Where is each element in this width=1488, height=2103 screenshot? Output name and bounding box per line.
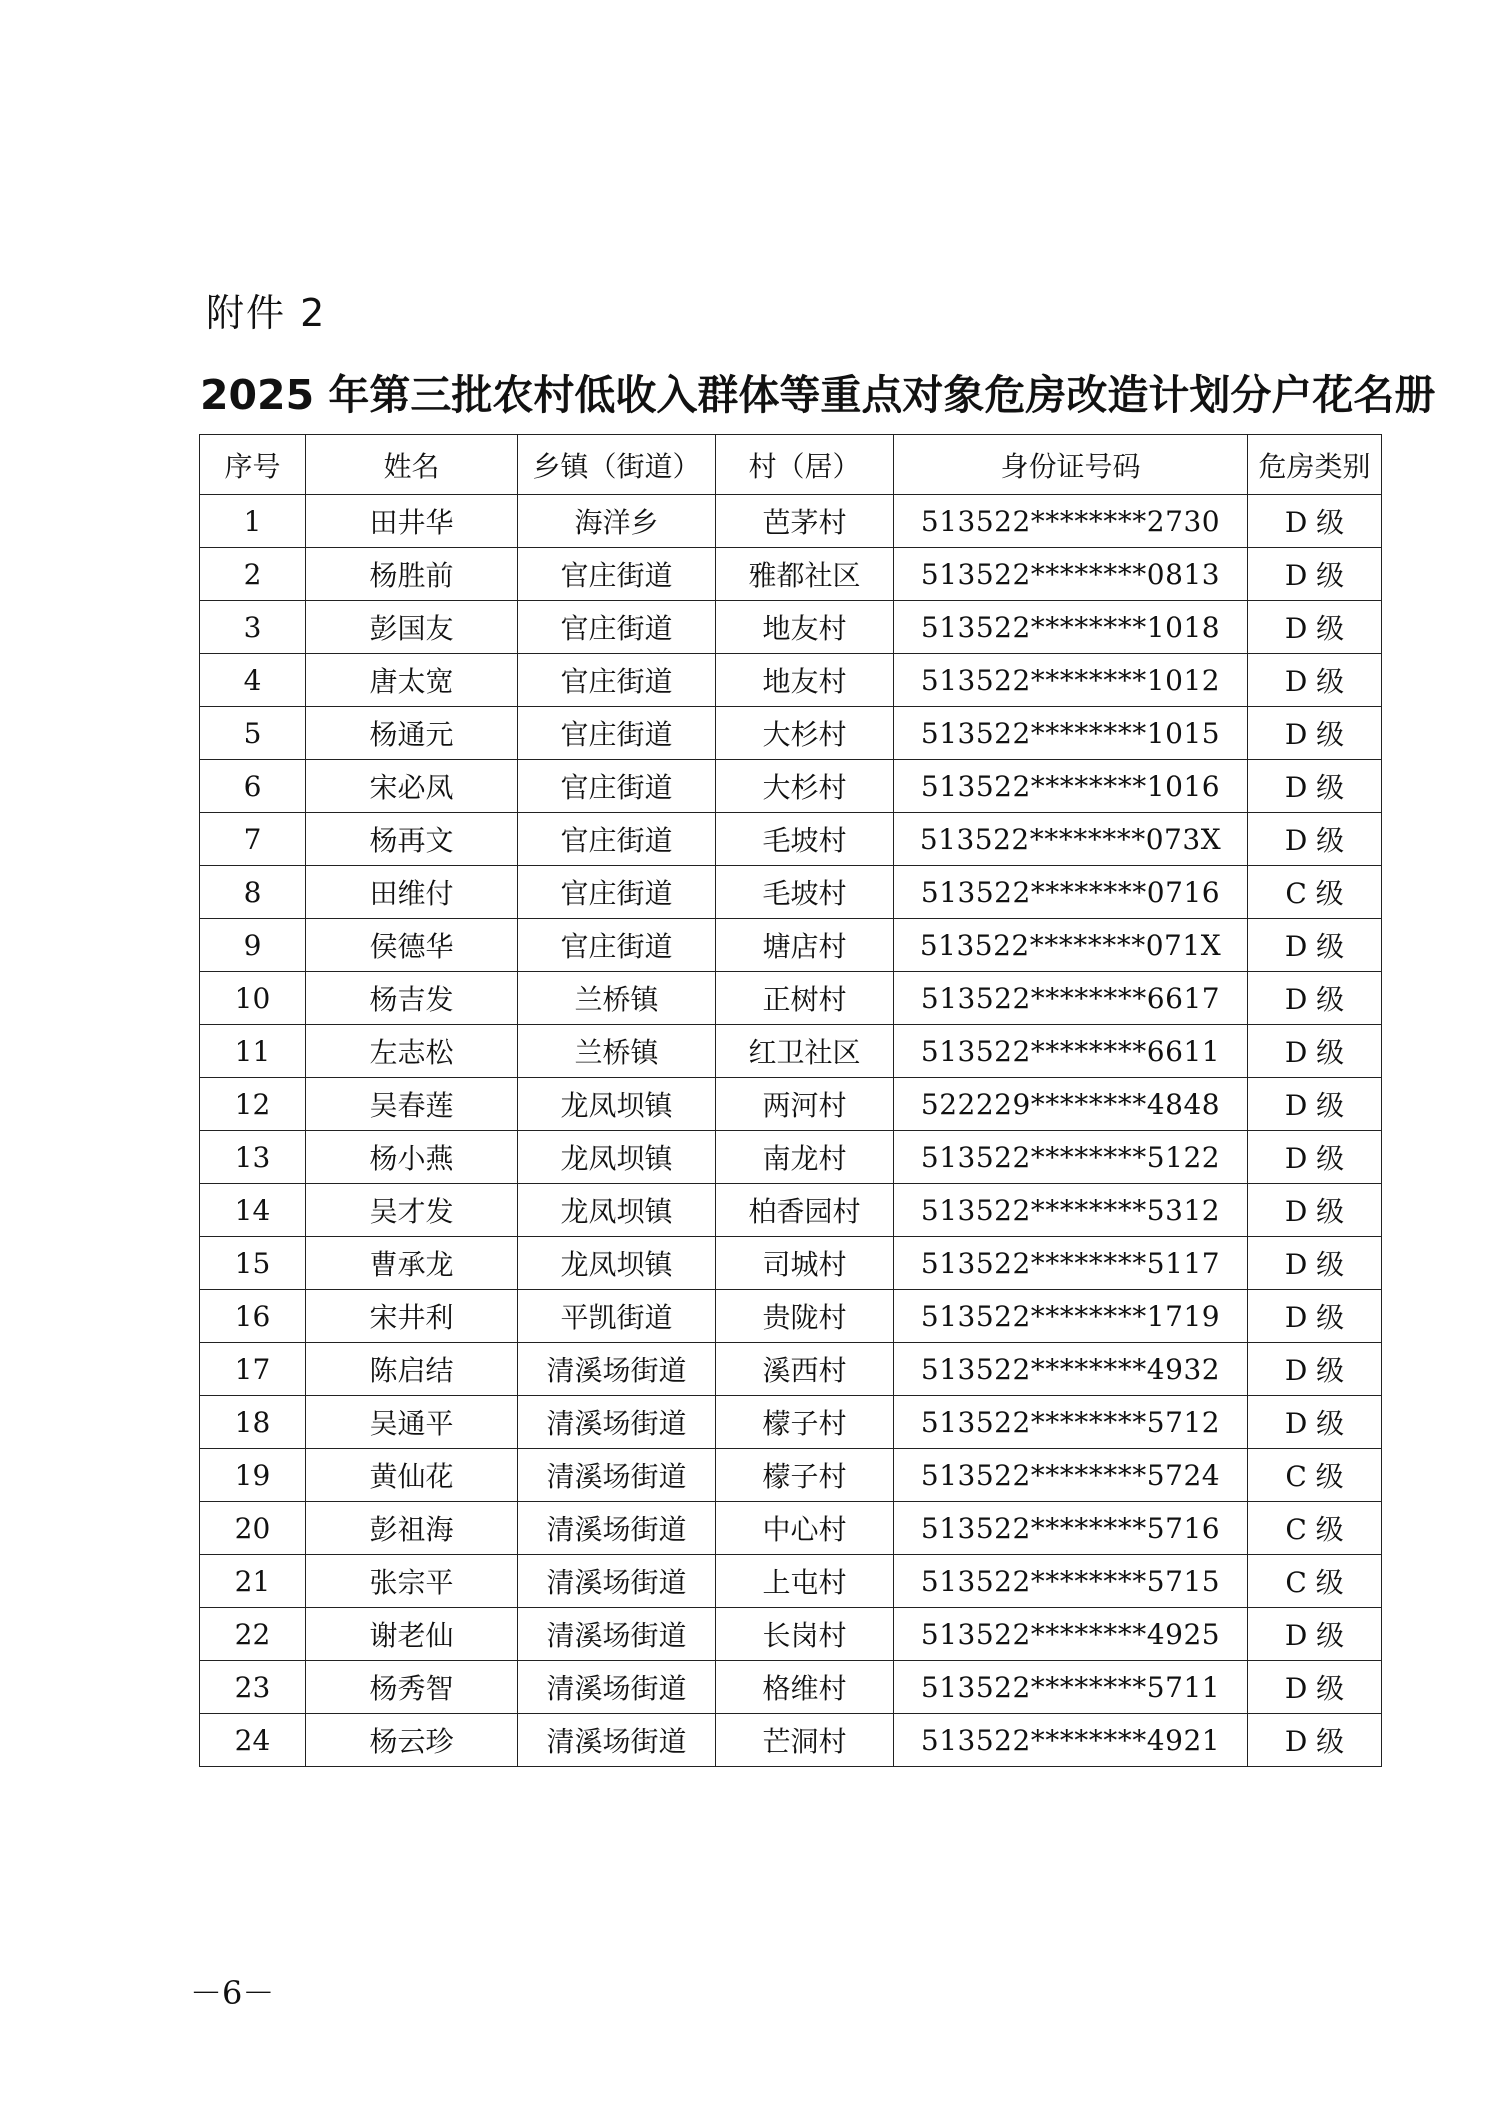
table-body (200, 495, 1382, 1767)
cell-id-number: 513522********5122 (894, 1131, 1248, 1184)
cell-index: 24 (200, 1714, 306, 1767)
cell-index: 9 (200, 919, 306, 972)
cell-township: 清溪场街道 (518, 1661, 716, 1714)
cell-id-number: 513522********4932 (894, 1343, 1248, 1396)
table-row (200, 1714, 1382, 1767)
table-row (200, 972, 1382, 1025)
cell-index: 11 (200, 1025, 306, 1078)
cell-village: 地友村 (716, 654, 894, 707)
cell-name: 吴春莲 (306, 1078, 518, 1131)
cell-village: 大杉村 (716, 760, 894, 813)
table-row (200, 601, 1382, 654)
cell-village: 正树村 (716, 972, 894, 1025)
cell-id-number: 522229********4848 (894, 1078, 1248, 1131)
cell-index: 23 (200, 1661, 306, 1714)
cell-township: 官庄街道 (518, 601, 716, 654)
cell-danger-class: D 级 (1248, 548, 1382, 601)
cell-village: 上屯村 (716, 1555, 894, 1608)
table-row (200, 707, 1382, 760)
cell-name: 杨胜前 (306, 548, 518, 601)
cell-village: 芭茅村 (716, 495, 894, 548)
cell-village: 格维村 (716, 1661, 894, 1714)
household-roster-table (199, 434, 1382, 1767)
cell-index: 17 (200, 1343, 306, 1396)
cell-danger-class: C 级 (1248, 1502, 1382, 1555)
cell-name: 侯德华 (306, 919, 518, 972)
cell-danger-class: D 级 (1248, 601, 1382, 654)
cell-township: 官庄街道 (518, 813, 716, 866)
cell-township: 清溪场街道 (518, 1396, 716, 1449)
cell-id-number: 513522********5724 (894, 1449, 1248, 1502)
cell-index: 15 (200, 1237, 306, 1290)
cell-township: 官庄街道 (518, 919, 716, 972)
cell-name: 张宗平 (306, 1555, 518, 1608)
cell-name: 谢老仙 (306, 1608, 518, 1661)
table-row (200, 548, 1382, 601)
cell-township: 清溪场街道 (518, 1714, 716, 1767)
cell-village: 长岗村 (716, 1608, 894, 1661)
cell-danger-class: D 级 (1248, 654, 1382, 707)
cell-danger-class: D 级 (1248, 1608, 1382, 1661)
cell-index: 6 (200, 760, 306, 813)
cell-id-number: 513522********4921 (894, 1714, 1248, 1767)
cell-village: 司城村 (716, 1237, 894, 1290)
cell-id-number: 513522********0716 (894, 866, 1248, 919)
cell-danger-class: D 级 (1248, 1078, 1382, 1131)
cell-danger-class: D 级 (1248, 495, 1382, 548)
header-id-number: 身份证号码 (894, 435, 1248, 495)
cell-village: 大杉村 (716, 707, 894, 760)
cell-township: 兰桥镇 (518, 1025, 716, 1078)
table-row (200, 495, 1382, 548)
header-village: 村（居） (716, 435, 894, 495)
table-row (200, 1661, 1382, 1714)
cell-township: 清溪场街道 (518, 1343, 716, 1396)
table-row (200, 1502, 1382, 1555)
cell-index: 7 (200, 813, 306, 866)
cell-danger-class: D 级 (1248, 1025, 1382, 1078)
document-title: 2025 年第三批农村低收入群体等重点对象危房改造计划分户花名册 (200, 371, 1436, 419)
cell-village: 毛坡村 (716, 866, 894, 919)
cell-village: 芒洞村 (716, 1714, 894, 1767)
table-row (200, 1343, 1382, 1396)
page-number: －6－ (190, 1974, 275, 2012)
cell-id-number: 513522********1012 (894, 654, 1248, 707)
cell-index: 18 (200, 1396, 306, 1449)
cell-index: 10 (200, 972, 306, 1025)
cell-township: 海洋乡 (518, 495, 716, 548)
cell-township: 平凯街道 (518, 1290, 716, 1343)
cell-index: 12 (200, 1078, 306, 1131)
cell-village: 地友村 (716, 601, 894, 654)
cell-index: 13 (200, 1131, 306, 1184)
table-row (200, 1025, 1382, 1078)
cell-village: 塘店村 (716, 919, 894, 972)
cell-village: 中心村 (716, 1502, 894, 1555)
cell-village: 两河村 (716, 1078, 894, 1131)
cell-danger-class: D 级 (1248, 813, 1382, 866)
cell-name: 杨吉发 (306, 972, 518, 1025)
cell-index: 1 (200, 495, 306, 548)
header-index: 序号 (200, 435, 306, 495)
cell-township: 龙凤坝镇 (518, 1237, 716, 1290)
cell-name: 田维付 (306, 866, 518, 919)
cell-township: 官庄街道 (518, 866, 716, 919)
cell-township: 官庄街道 (518, 548, 716, 601)
cell-danger-class: D 级 (1248, 707, 1382, 760)
cell-id-number: 513522********6617 (894, 972, 1248, 1025)
table-row (200, 1290, 1382, 1343)
table-row (200, 813, 1382, 866)
cell-id-number: 513522********5712 (894, 1396, 1248, 1449)
table-row (200, 1396, 1382, 1449)
cell-danger-class: D 级 (1248, 919, 1382, 972)
table-row (200, 1184, 1382, 1237)
cell-danger-class: D 级 (1248, 1343, 1382, 1396)
cell-index: 20 (200, 1502, 306, 1555)
cell-name: 杨秀智 (306, 1661, 518, 1714)
cell-name: 唐太宽 (306, 654, 518, 707)
cell-id-number: 513522********1719 (894, 1290, 1248, 1343)
table-row (200, 1555, 1382, 1608)
cell-township: 官庄街道 (518, 654, 716, 707)
cell-index: 2 (200, 548, 306, 601)
table-row (200, 919, 1382, 972)
cell-danger-class: D 级 (1248, 760, 1382, 813)
cell-danger-class: D 级 (1248, 1661, 1382, 1714)
cell-name: 宋必凤 (306, 760, 518, 813)
cell-id-number: 513522********5711 (894, 1661, 1248, 1714)
table-row (200, 1608, 1382, 1661)
table-header-row (200, 435, 1382, 495)
cell-name: 彭祖海 (306, 1502, 518, 1555)
cell-danger-class: D 级 (1248, 1396, 1382, 1449)
cell-id-number: 513522********2730 (894, 495, 1248, 548)
cell-village: 檬子村 (716, 1449, 894, 1502)
cell-township: 龙凤坝镇 (518, 1131, 716, 1184)
cell-name: 吴通平 (306, 1396, 518, 1449)
cell-township: 清溪场街道 (518, 1502, 716, 1555)
cell-village: 檬子村 (716, 1396, 894, 1449)
cell-township: 龙凤坝镇 (518, 1184, 716, 1237)
cell-village: 贵陇村 (716, 1290, 894, 1343)
cell-township: 清溪场街道 (518, 1608, 716, 1661)
header-danger-class: 危房类别 (1248, 435, 1382, 495)
cell-danger-class: D 级 (1248, 1184, 1382, 1237)
header-township: 乡镇（街道） (518, 435, 716, 495)
cell-name: 曹承龙 (306, 1237, 518, 1290)
cell-id-number: 513522********073X (894, 813, 1248, 866)
cell-id-number: 513522********5715 (894, 1555, 1248, 1608)
cell-id-number: 513522********6611 (894, 1025, 1248, 1078)
cell-id-number: 513522********4925 (894, 1608, 1248, 1661)
cell-township: 官庄街道 (518, 760, 716, 813)
cell-id-number: 513522********5716 (894, 1502, 1248, 1555)
table-row (200, 866, 1382, 919)
cell-danger-class: C 级 (1248, 866, 1382, 919)
cell-id-number: 513522********5117 (894, 1237, 1248, 1290)
cell-danger-class: D 级 (1248, 1714, 1382, 1767)
cell-village: 毛坡村 (716, 813, 894, 866)
table-row (200, 1131, 1382, 1184)
cell-name: 宋井利 (306, 1290, 518, 1343)
cell-index: 14 (200, 1184, 306, 1237)
cell-village: 南龙村 (716, 1131, 894, 1184)
cell-name: 彭国友 (306, 601, 518, 654)
cell-village: 柏香园村 (716, 1184, 894, 1237)
cell-township: 清溪场街道 (518, 1555, 716, 1608)
cell-index: 3 (200, 601, 306, 654)
cell-danger-class: C 级 (1248, 1555, 1382, 1608)
cell-township: 龙凤坝镇 (518, 1078, 716, 1131)
cell-village: 溪西村 (716, 1343, 894, 1396)
cell-name: 田井华 (306, 495, 518, 548)
cell-name: 左志松 (306, 1025, 518, 1078)
attachment-label: 附件 2 (206, 291, 327, 335)
cell-township: 清溪场街道 (518, 1449, 716, 1502)
cell-danger-class: D 级 (1248, 972, 1382, 1025)
cell-name: 杨通元 (306, 707, 518, 760)
table-row (200, 654, 1382, 707)
header-name: 姓名 (306, 435, 518, 495)
cell-danger-class: D 级 (1248, 1290, 1382, 1343)
cell-village: 雅都社区 (716, 548, 894, 601)
cell-township: 兰桥镇 (518, 972, 716, 1025)
cell-index: 4 (200, 654, 306, 707)
cell-village: 红卫社区 (716, 1025, 894, 1078)
cell-township: 官庄街道 (518, 707, 716, 760)
cell-id-number: 513522********1016 (894, 760, 1248, 813)
cell-index: 5 (200, 707, 306, 760)
cell-name: 吴才发 (306, 1184, 518, 1237)
cell-index: 21 (200, 1555, 306, 1608)
cell-name: 黄仙花 (306, 1449, 518, 1502)
cell-danger-class: D 级 (1248, 1237, 1382, 1290)
cell-id-number: 513522********5312 (894, 1184, 1248, 1237)
table-row (200, 1237, 1382, 1290)
cell-name: 杨再文 (306, 813, 518, 866)
table-row (200, 1078, 1382, 1131)
cell-danger-class: C 级 (1248, 1449, 1382, 1502)
cell-index: 19 (200, 1449, 306, 1502)
table-row (200, 1449, 1382, 1502)
cell-name: 杨小燕 (306, 1131, 518, 1184)
cell-id-number: 513522********071X (894, 919, 1248, 972)
cell-name: 杨云珍 (306, 1714, 518, 1767)
cell-id-number: 513522********0813 (894, 548, 1248, 601)
cell-index: 8 (200, 866, 306, 919)
cell-name: 陈启结 (306, 1343, 518, 1396)
cell-index: 16 (200, 1290, 306, 1343)
cell-index: 22 (200, 1608, 306, 1661)
cell-danger-class: D 级 (1248, 1131, 1382, 1184)
cell-id-number: 513522********1015 (894, 707, 1248, 760)
table-row (200, 760, 1382, 813)
cell-id-number: 513522********1018 (894, 601, 1248, 654)
